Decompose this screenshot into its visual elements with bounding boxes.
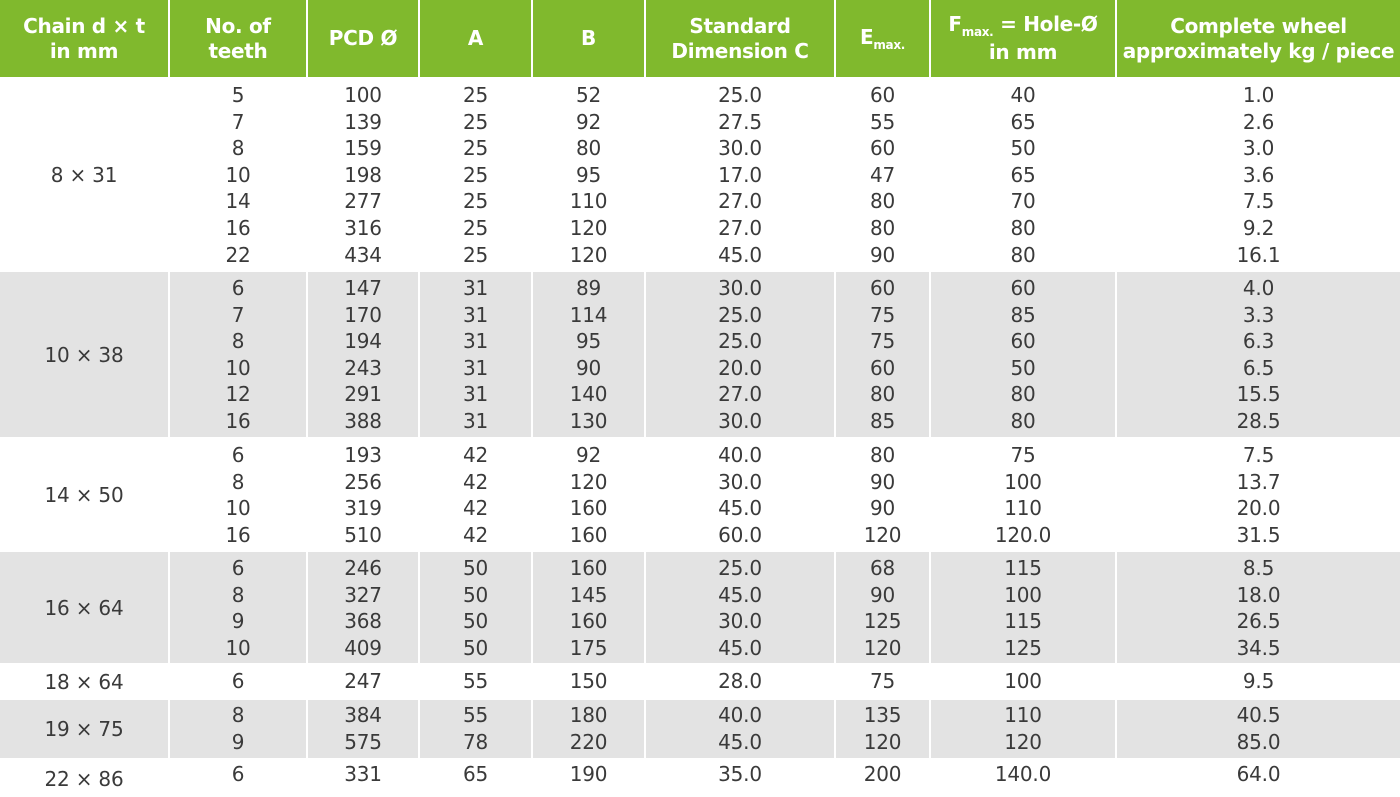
b-cell: 52 [575, 83, 602, 107]
pcd-cell: 388 [344, 409, 382, 433]
teeth-cell: 6 [231, 556, 245, 580]
weight-cell: 28.5 [1236, 409, 1281, 433]
b-cell: 80 [575, 136, 602, 161]
pcd-cell: 246 [344, 556, 382, 580]
e-cell: 80 [869, 189, 896, 214]
a-cell: 55 [462, 669, 489, 693]
teeth-cell: 7 [231, 302, 245, 327]
header-weight-line2: approximately kg / piece [1122, 38, 1395, 63]
c-cell: 30.0 [718, 609, 762, 634]
teeth-cell: 16 [225, 216, 251, 240]
weight-cell: 3.3 [1242, 302, 1275, 327]
pcd-cell: 139 [344, 109, 382, 134]
teeth-cell: 6 [231, 669, 245, 693]
column-divider [834, 0, 836, 797]
weight-cell: 8.5 [1242, 556, 1275, 580]
b-cell: 110 [569, 189, 608, 214]
teeth-cell: 6 [231, 276, 245, 300]
header-b-label: B [581, 26, 596, 50]
weight-cell: 3.6 [1242, 162, 1275, 187]
e-cell: 68 [869, 556, 896, 580]
column-divider [418, 0, 420, 797]
header-e [836, 0, 929, 77]
c-cell: 45.0 [718, 496, 762, 521]
f-cell: 65 [1010, 162, 1036, 187]
a-cell: 31 [462, 355, 489, 380]
b-cell: 180 [569, 703, 608, 727]
teeth-cell: 10 [225, 355, 251, 380]
header-teeth-line2: teeth [208, 38, 268, 63]
b-cell: 160 [569, 556, 608, 580]
a-cell: 25 [462, 189, 489, 214]
weight-cell: 40.5 [1236, 703, 1281, 727]
weight-cell: 15.5 [1236, 382, 1281, 407]
header-weight-line1: Complete wheel [1170, 13, 1347, 38]
e-cell: 47 [869, 162, 896, 187]
teeth-cell: 8 [231, 582, 245, 607]
f-cell: 125 [1004, 635, 1042, 660]
weight-cell: 9.5 [1242, 669, 1275, 693]
b-cell: 160 [569, 496, 608, 521]
header-pcd [308, 0, 418, 77]
header-weight [1117, 0, 1400, 77]
e-cell: 60 [869, 355, 896, 380]
a-cell: 42 [462, 522, 489, 547]
c-cell: 40.0 [718, 703, 762, 727]
column-divider [929, 0, 931, 797]
header-f-line1 [948, 12, 1097, 40]
weight-cell: 4.0 [1242, 276, 1275, 300]
f-cell: 120.0 [994, 522, 1052, 547]
b-cell: 89 [575, 276, 602, 300]
a-cell: 50 [462, 582, 489, 607]
chain-size-cell: 16 × 64 [44, 595, 124, 620]
teeth-cell: 16 [225, 522, 251, 547]
teeth-cell: 9 [231, 609, 245, 634]
pcd-cell: 159 [344, 136, 382, 161]
c-cell: 27.0 [718, 382, 762, 407]
e-cell: 75 [869, 669, 896, 693]
header-teeth [170, 0, 306, 77]
a-cell: 25 [462, 83, 489, 107]
f-cell: 115 [1004, 556, 1042, 580]
header-b [533, 0, 644, 77]
f-cell: 140.0 [994, 762, 1052, 786]
e-cell: 85 [869, 409, 896, 433]
e-cell: 90 [869, 469, 896, 494]
a-cell: 25 [462, 109, 489, 134]
chain-size-cell: 19 × 75 [44, 717, 124, 741]
header-chain [0, 0, 168, 77]
c-cell: 30.0 [718, 136, 762, 161]
f-cell: 75 [1010, 443, 1036, 467]
f-cell: 80 [1010, 216, 1036, 240]
weight-cell: 1.0 [1242, 83, 1275, 107]
b-cell: 190 [569, 762, 608, 786]
c-cell: 25.0 [718, 302, 762, 327]
pcd-cell: 277 [344, 189, 382, 214]
c-cell: 27.5 [718, 109, 762, 134]
b-cell: 145 [569, 582, 608, 607]
weight-cell: 6.5 [1242, 355, 1275, 380]
e-cell: 120 [863, 635, 902, 660]
pcd-cell: 319 [344, 496, 382, 521]
f-cell: 80 [1010, 382, 1036, 407]
weight-cell: 3.0 [1242, 136, 1275, 161]
f-cell: 100 [1004, 669, 1042, 693]
header-pcd-label: PCD Ø [328, 26, 398, 50]
a-cell: 31 [462, 382, 489, 407]
b-cell: 92 [575, 109, 602, 134]
header-c [646, 0, 834, 77]
pcd-cell: 368 [344, 609, 382, 634]
b-cell: 90 [575, 355, 602, 380]
weight-cell: 20.0 [1236, 496, 1281, 521]
f-cell: 50 [1010, 136, 1036, 161]
a-cell: 25 [462, 136, 489, 161]
f-cell: 110 [1004, 496, 1042, 521]
b-cell: 150 [569, 669, 608, 693]
e-cell: 60 [869, 276, 896, 300]
f-cell: 110 [1004, 703, 1042, 727]
teeth-cell: 10 [225, 635, 251, 660]
pcd-cell: 510 [344, 522, 382, 547]
header-chain-line2: in mm [49, 38, 119, 63]
pcd-cell: 198 [344, 162, 382, 187]
a-cell: 25 [462, 242, 489, 267]
teeth-cell: 6 [231, 443, 245, 467]
c-cell: 25.0 [718, 329, 762, 354]
b-cell: 95 [575, 329, 602, 354]
weight-cell: 13.7 [1236, 469, 1281, 494]
header-e-main: E [859, 24, 874, 49]
column-divider [644, 0, 646, 797]
b-cell: 120 [569, 242, 608, 267]
weight-cell: 7.5 [1242, 189, 1275, 214]
f-cell: 80 [1010, 409, 1036, 433]
e-cell: 60 [869, 136, 896, 161]
column-divider [168, 0, 170, 797]
header-a-label: A [467, 26, 484, 50]
teeth-cell: 10 [225, 496, 251, 521]
c-cell: 35.0 [718, 762, 762, 786]
a-cell: 31 [462, 276, 489, 300]
weight-cell: 26.5 [1236, 609, 1281, 634]
c-cell: 30.0 [718, 469, 762, 494]
pcd-cell: 147 [344, 276, 382, 300]
weight-cell: 2.6 [1242, 109, 1275, 134]
chain-size-cell: 8 × 31 [50, 162, 118, 187]
header-f-rest: = Hole-Ø [993, 12, 1098, 36]
weight-cell: 7.5 [1242, 443, 1275, 467]
teeth-cell: 7 [231, 109, 245, 134]
header-f-sub: max. [961, 25, 994, 39]
weight-cell: 6.3 [1242, 329, 1275, 354]
b-cell: 160 [569, 522, 608, 547]
header-c-line2: Dimension C [671, 38, 809, 63]
pcd-cell: 316 [344, 216, 382, 240]
c-cell: 28.0 [718, 669, 762, 693]
a-cell: 31 [462, 329, 489, 354]
pcd-cell: 384 [344, 703, 382, 727]
weight-cell: 9.2 [1242, 216, 1275, 240]
f-cell: 100 [1004, 469, 1042, 494]
b-cell: 140 [569, 382, 608, 407]
c-cell: 30.0 [718, 276, 762, 300]
c-cell: 45.0 [718, 729, 762, 754]
f-cell: 60 [1010, 276, 1036, 300]
f-cell: 50 [1010, 355, 1036, 380]
f-cell: 65 [1010, 109, 1036, 134]
b-cell: 95 [575, 162, 602, 187]
c-cell: 27.0 [718, 189, 762, 214]
header-chain-line1: Chain d × t [23, 13, 145, 38]
header-teeth-line1: No. of [205, 13, 271, 38]
f-cell: 85 [1010, 302, 1036, 327]
header-e-label [860, 25, 905, 53]
pcd-cell: 100 [344, 83, 382, 107]
b-cell: 120 [569, 469, 608, 494]
teeth-cell: 10 [225, 162, 251, 187]
teeth-cell: 5 [231, 83, 245, 107]
e-cell: 90 [869, 242, 896, 267]
teeth-cell: 8 [231, 136, 245, 161]
column-divider [306, 0, 308, 797]
header-c-line1: Standard [689, 13, 791, 38]
weight-cell: 85.0 [1236, 729, 1281, 754]
b-cell: 130 [569, 409, 608, 433]
chain-size-cell: 14 × 50 [44, 482, 124, 507]
e-cell: 125 [863, 609, 902, 634]
e-cell: 90 [869, 496, 896, 521]
header-f-line2: in mm [988, 40, 1058, 64]
a-cell: 50 [462, 609, 489, 634]
e-cell: 90 [869, 582, 896, 607]
teeth-cell: 14 [225, 189, 251, 214]
e-cell: 60 [869, 83, 896, 107]
pcd-cell: 243 [344, 355, 382, 380]
e-cell: 80 [869, 216, 896, 240]
e-cell: 135 [863, 703, 902, 727]
teeth-cell: 8 [231, 703, 245, 727]
e-cell: 75 [869, 302, 896, 327]
header-e-sub: max. [873, 37, 906, 52]
e-cell: 80 [869, 382, 896, 407]
teeth-cell: 9 [231, 729, 245, 754]
c-cell: 25.0 [718, 83, 762, 107]
f-cell: 70 [1010, 189, 1036, 214]
c-cell: 45.0 [718, 582, 762, 607]
b-cell: 92 [575, 443, 602, 467]
pcd-cell: 575 [344, 729, 382, 754]
f-cell: 40 [1010, 83, 1036, 107]
pcd-cell: 434 [344, 242, 382, 267]
a-cell: 42 [462, 443, 489, 467]
chain-size-cell: 10 × 38 [44, 342, 124, 367]
column-divider [531, 0, 533, 797]
teeth-cell: 22 [225, 242, 251, 267]
pcd-cell: 291 [344, 382, 382, 407]
pcd-cell: 327 [344, 582, 382, 607]
f-cell: 80 [1010, 242, 1036, 267]
a-cell: 25 [462, 216, 489, 240]
b-cell: 220 [569, 729, 608, 754]
e-cell: 200 [863, 762, 902, 786]
teeth-cell: 8 [231, 469, 245, 494]
pcd-cell: 194 [344, 329, 382, 354]
c-cell: 45.0 [718, 635, 762, 660]
chain-size-cell: 18 × 64 [44, 669, 124, 694]
a-cell: 55 [462, 703, 489, 727]
f-cell: 115 [1004, 609, 1042, 634]
teeth-cell: 6 [231, 762, 245, 786]
weight-cell: 64.0 [1236, 762, 1281, 786]
chain-size-cell: 22 × 86 [44, 766, 124, 791]
c-cell: 45.0 [718, 242, 762, 267]
b-cell: 120 [569, 216, 608, 240]
a-cell: 65 [462, 762, 489, 786]
weight-cell: 18.0 [1236, 582, 1281, 607]
header-f-main: F [948, 12, 962, 36]
f-cell: 120 [1004, 729, 1042, 754]
f-cell: 100 [1004, 582, 1042, 607]
e-cell: 120 [863, 729, 902, 754]
c-cell: 25.0 [718, 556, 762, 580]
a-cell: 78 [462, 729, 489, 754]
pcd-cell: 409 [344, 635, 382, 660]
e-cell: 75 [869, 329, 896, 354]
c-cell: 60.0 [718, 522, 762, 547]
a-cell: 25 [462, 162, 489, 187]
pcd-cell: 331 [344, 762, 382, 786]
pcd-cell: 256 [344, 469, 382, 494]
c-cell: 17.0 [718, 162, 762, 187]
b-cell: 114 [569, 302, 608, 327]
weight-cell: 34.5 [1236, 635, 1281, 660]
c-cell: 30.0 [718, 409, 762, 433]
weight-cell: 16.1 [1236, 242, 1281, 267]
b-cell: 160 [569, 609, 608, 634]
pcd-cell: 247 [344, 669, 382, 693]
a-cell: 50 [462, 556, 489, 580]
a-cell: 42 [462, 496, 489, 521]
a-cell: 42 [462, 469, 489, 494]
e-cell: 55 [869, 109, 896, 134]
c-cell: 40.0 [718, 443, 762, 467]
e-cell: 120 [863, 522, 902, 547]
column-divider [1115, 0, 1117, 797]
pcd-cell: 170 [344, 302, 382, 327]
weight-cell: 31.5 [1236, 522, 1281, 547]
c-cell: 27.0 [718, 216, 762, 240]
a-cell: 31 [462, 409, 489, 433]
teeth-cell: 12 [225, 382, 251, 407]
header-f [931, 0, 1115, 77]
f-cell: 60 [1010, 329, 1036, 354]
a-cell: 50 [462, 635, 489, 660]
header-a [420, 0, 531, 77]
pcd-cell: 193 [344, 443, 382, 467]
teeth-cell: 8 [231, 329, 245, 354]
e-cell: 80 [869, 443, 896, 467]
a-cell: 31 [462, 302, 489, 327]
b-cell: 175 [569, 635, 608, 660]
teeth-cell: 16 [225, 409, 251, 433]
c-cell: 20.0 [718, 355, 762, 380]
